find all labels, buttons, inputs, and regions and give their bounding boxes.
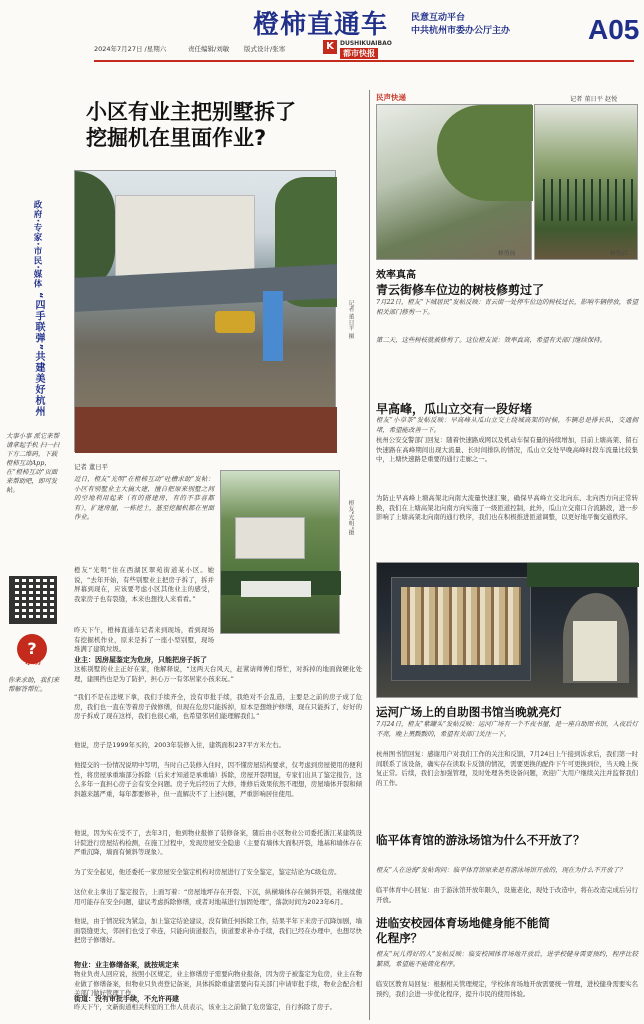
lead-p9: 这位业主拿出了鉴定报告，上面写着：“房屋地坪存在开裂、下沉，纵横墙体存在倾斜开裂，若继续使用可能存在安全问题，建议考虑拆除修缮，或者对地基进行加固处理”，落款时间为2023年6月。 — [74, 888, 362, 906]
lead-p3: 这栋别墅的业主正好在家，他解释说，“这两天台风天，赶紧请师傅们帮忙，对拆掉的地面做硬化处理，建围挡也是为了防护，担心万一有邻居家小孩来玩。” — [74, 665, 362, 683]
lead-p2: 昨天下午，橙柿直通车记者来到现场，看到现场有挖掘机作业，原来是拆了一座小型别墅，现场堆满了建筑垃圾。 — [74, 626, 214, 654]
masthead-rule — [94, 60, 634, 62]
brand-logo-icon: K — [323, 40, 337, 54]
lead-p11: 物业负责人回应说，按照小区规定，业主修缮房子需要向物业报备，因为房子被鉴定为危房，业主在物业做了修缮备案，但物业只负责登记备案，具体拆除重建需要向有关部门申请审批手续，物业会配合相关部门做好管理工作。 — [74, 970, 362, 998]
lead-intro: 近日，橙友“光明”在橙柿互动“吐槽求助”发帖：小区有别墅业主大搞大建，擅自把原来别墅之间的空地利用起来（有的搭建房，有的不恭喜都有），扩建房屋，一栋挖土，基至挖掘机都在里面作业。 — [74, 475, 214, 522]
lead-p6: 他提交的一份情况说明中写明，当时自己装修入住时，因不懂房屋结构要求，仅考虑到房屋使用的便利性，将房屋承重墙部分拆除（后来才知道是承重墙）拆除，房屋开裂明显，专家们出具了鉴定报告，这么多年一直担心房子会有安全问题。房子先后经历了大修，维修后效果依然不理想，房屋墙体开裂和倾斜越来越严重，每年都要修补，但一直解决不了上述问题，严重影响居住使用。 — [74, 761, 362, 798]
sidebar-vertical-2: “四手联弹”共建美好杭州 — [33, 292, 44, 418]
sidebar-promo: 大事小事 派它来帮 请拿起手机 扫一扫下方二维码，下载橙柿互动App，在“橙柿互动”页面来帮助吧，即可发帖。 — [6, 432, 60, 494]
lead-photo2-credit: 橙友“光明”摄 — [347, 500, 353, 536]
masthead-editor: 责任编辑/刘敏 — [188, 45, 230, 53]
library-photo — [376, 562, 638, 698]
help-label[interactable]: 求助 — [25, 657, 41, 666]
lead-p1: 橙友“光明”住在西湖区翠苑街道某小区。她说，“去年开始，有些别墅业主把房子拆了，拆并屏幕到现在，应该要考虑小区其他业主的感受，我家房子也有裂缝，本来也想找人来看看。” — [74, 566, 214, 603]
a2-p3: 为防止早高峰上塘高架北向南大流量快速汇聚，确保早高峰立交北向东、北向西方向正常转换，我们在上塘高架北向南方向实施了一级匝道控制，此外，瓜山立交南口合流路段，进一步影响了上塘高架北向南的通行秩序，我们也在积极推进匝道调整，以更好地平衡交通秩序。 — [376, 494, 639, 522]
qr-code-icon[interactable] — [9, 576, 57, 624]
a3-title: 运河广场上的自助图书馆当晚就亮灯 — [376, 705, 562, 719]
lead-p8: 为了安全起见，他还委托一家房屋安全鉴定机构对房屋进行了安全鉴定，鉴定结论为C级危房。 — [74, 868, 341, 876]
brand-en: DUSHIKUAIBAO — [340, 40, 392, 47]
lead-byline: 记者 董日平 — [74, 463, 108, 471]
lead-photo-construction — [74, 170, 336, 452]
lead-p10: 他说，由于情况较为紧急，加上鉴定结论建议，没有做任何拆除工作，结果半年下来房子沉降加剧，墙面裂缝更大，邻居们也受了牵连，只能向街道报告，街道要求补办手续，我们已经在办理中，也想尽快把房子修缮好。 — [74, 917, 362, 945]
masthead-slogan-1: 民意互动平台 — [411, 13, 466, 23]
lead-sub1: 业主：因房屋鉴定为危房，只能把房子拆了 — [74, 656, 207, 664]
tree-photo-before — [376, 104, 532, 260]
a3-p2: 杭州图书馆回复：感谢用户对我们工作的关注和反馈，7月24日上午接到诉求后，我们第一时间联系了该设备，确实存在读取卡反馈的情况，需要更换的配件下午可更换到位，当天晚上恢复正常。后续，我们会加强管理，及时处理各类设备问题，欢迎广大用户继续关注并监督我们的工作。 — [376, 750, 639, 787]
sidebar — [0, 200, 66, 720]
right-reporters: 记者 董日平 赵悦 — [570, 96, 618, 103]
right-column — [374, 90, 640, 1020]
lead-headline-2: 挖掘机在里面作业? — [86, 126, 267, 150]
help-icon[interactable]: ? — [17, 634, 47, 664]
a1-p1: 7月22日，橙友“下城居民”发帖反映：青云街一处停车位边的树枝过长，影响车辆停放，希望相关部门修剪一下。 — [376, 298, 638, 316]
a1-kicker: 效率真高 — [376, 270, 416, 281]
lead-headline-1: 小区有业主把别墅拆了 — [86, 100, 296, 124]
column-divider — [369, 90, 370, 1020]
lead-p7: 他说，因为实在受不了，去年3月，他到物业报修了装修备案，随后由小区物业公司委托浙江某建筑设计院进行房屋结构检测，在施工过程中，发现房屋安全隐患（主要有墙体大面积开裂，地基和墙体存在严重沉降，墙面有倾斜等现象）。 — [74, 829, 362, 857]
page-number: A05 — [588, 14, 640, 45]
a4-p1: 橙友“人在沧海”发帖询问：临平体育馆原来是有游泳场馆开放的，现在为什么不开放了？ — [376, 866, 626, 874]
lead-photo-villa — [220, 470, 340, 634]
a5-title: 进临安校园体育场地健身能不能简化程序？ — [376, 916, 550, 945]
tree-photo-before-label: 修剪前 — [498, 251, 516, 257]
lead-sub3: 街道：没有审批手续，不允许再建 — [74, 995, 179, 1003]
sidebar-vertical-1: 政府·专家·市民·媒体 — [32, 200, 42, 289]
a3-p1: 7月24日，橙友“紫罐头”发帖反映：运河广场有一个不夜书屋，是一座自助图书馆，入夜后灯不亮，晚上黑黢黢的，希望有关部门关注一下。 — [376, 720, 638, 738]
a2-title: 早高峰，瓜山立交有一段好堵 — [376, 402, 533, 416]
a4-title: 临平体育馆的游泳场馆为什么不开放了？ — [376, 833, 585, 847]
lead-photo-credit: 记者 董日平 摄 — [347, 300, 353, 339]
masthead — [0, 0, 644, 66]
lead-sub2: 物业：业主修缮备案，就按规定来 — [74, 961, 179, 969]
masthead-design: 版式设计/张寒 — [244, 45, 286, 53]
a2-p1: 橙友“小草茶”发帖反映：早高峰从瓜山立交上绕城高架的时候，车辆总是排长队，交通拥堵，希望能改善一下。 — [376, 416, 638, 434]
masthead-title: 橙柿直通车 — [253, 10, 389, 40]
masthead-slogan-2: 中共杭州市委办公厅主办 — [411, 26, 511, 36]
lead-p4: “我们不是在违规下拿，我们手续齐全，没有审批手续，我绝对不会乱造，主要是之前的房子成了危房，我们也一直在等着房子做修缮，但现在危房只能拆掉，原本是想维护修缮，现在只能拆了，好好的房子拆成了现在这样，我们也很心痛，也希望邻居们能理解我们。” — [74, 693, 362, 721]
tree-photo-after-label: 修剪后 — [610, 251, 628, 257]
brand-cn: 都市快报 — [340, 48, 378, 59]
help-note: 你来求助，我们来帮解答帮忙。 — [8, 676, 60, 693]
lead-article — [72, 90, 368, 1020]
a5-p1: 橙友“玩儿得好的人”发帖反映：临安校园体育场地开放后，进学校健身需要预约，程序比较繁琐，希望能不能简化程序。 — [376, 950, 638, 968]
masthead-date: 2024年7月27日 /星期六 — [94, 45, 167, 53]
lead-p12: 昨天下午，文新街道相关科室的工作人员表示，该业主之前做了危房鉴定，自行拆除了房子。 — [74, 1003, 337, 1011]
a5-p2: 临安区教育局回复：根据相关管理规定，学校体育场地开放需要统一管理，进校健身需要实名预约，我们会进一步优化程序，提升市民的使用体验。 — [376, 980, 639, 998]
section-label: 民声快递 — [376, 93, 406, 102]
lead-p5: 他说，房子是1999年买的，2003年装修入住，建筑面积237平方米左右。 — [74, 741, 285, 749]
tree-photo-after — [534, 104, 638, 260]
a4-p2: 临平体育中心回复：由于游泳馆开放年限久，设施老化，现处于改造中，将在改造完成后另行开放。 — [376, 886, 639, 904]
a1-p2: 第二天，这些树枝就被修剪了。这位橙友说：效率真高，希望有关部门继续保持。 — [376, 336, 607, 344]
a2-p2: 杭州公安交警部门回复：随着快速路成网以及机动车保有量的持续增加，目前上塘高架、留石快速路在高峰期间出现大流量、长时间排队的情况，瓜山立交处早晚高峰时段车流量比较集中，上塘快速路是重要的通行走廊之一。 — [376, 436, 639, 464]
a1-title: 青云街修车位边的树枝修剪过了 — [376, 283, 545, 297]
